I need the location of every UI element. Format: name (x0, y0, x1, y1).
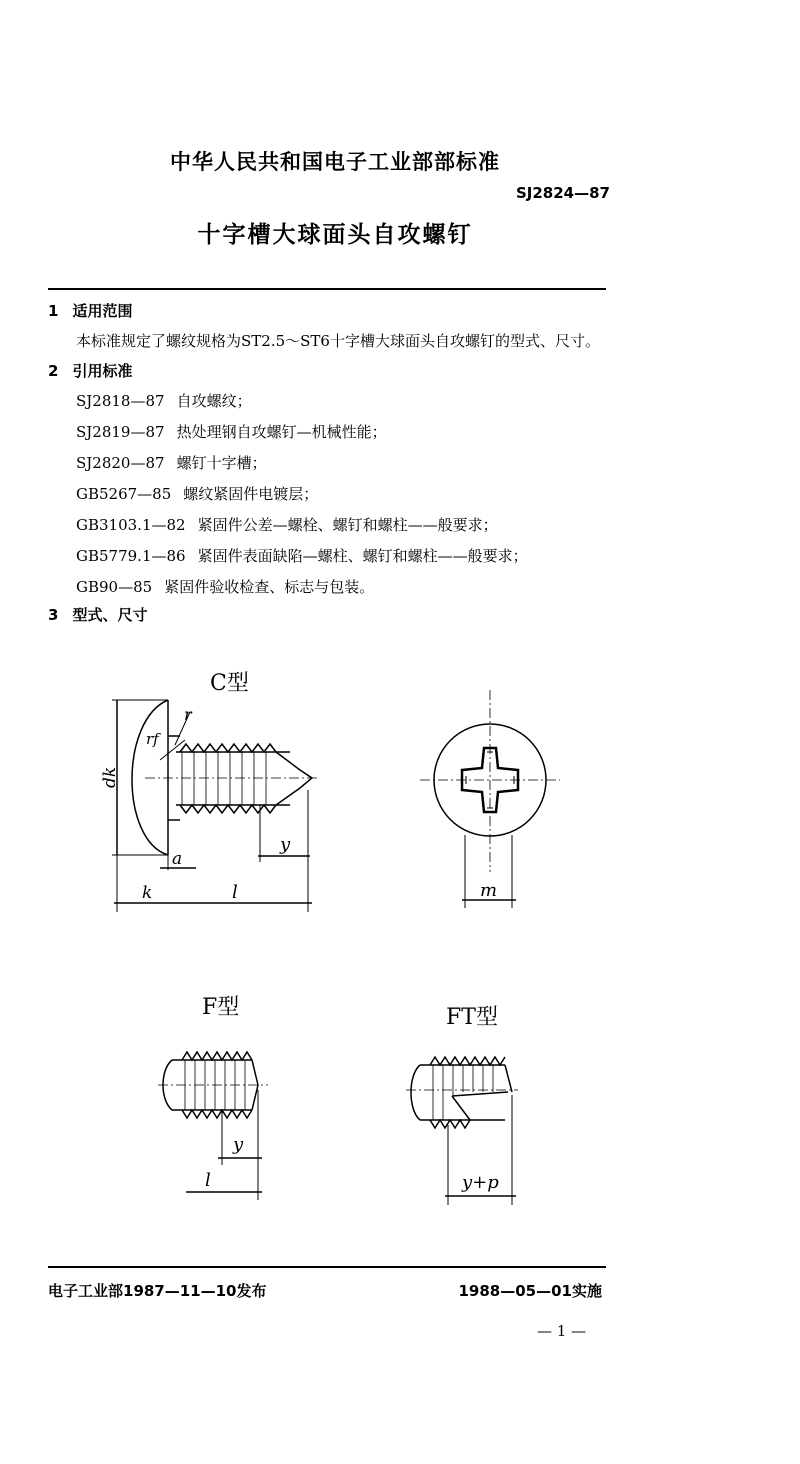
m-label: m (480, 880, 498, 901)
document-title: 十字槽大球面头自攻螺钉 (197, 222, 473, 248)
f-l-label: l (205, 1170, 211, 1191)
ft-type-label: FT型 (446, 1005, 498, 1030)
section-1-heading: 1 适用范围 (48, 302, 133, 320)
section-2-heading: 2 引用标准 (48, 362, 133, 380)
reference-item: SJ2818—87 自攻螺纹； (76, 392, 252, 410)
ft-type-view (406, 1005, 518, 1205)
k-label: k (142, 883, 153, 903)
f-type-view (158, 995, 268, 1200)
yp-label: y+p (462, 1172, 499, 1193)
standard-number: SJ2824—87 (515, 184, 610, 202)
effective-date: 1988—05—01实施 (458, 1282, 602, 1300)
reference-item: SJ2820—87 螺钉十字槽； (76, 454, 267, 472)
a-label: a (172, 849, 183, 869)
c-type-label: C型 (210, 671, 249, 696)
c-type-side-view (100, 671, 318, 912)
r-label: r (184, 705, 192, 724)
standard-org-header: 中华人民共和国电子工业部部标准 (170, 150, 500, 174)
page-number: — 1 — (537, 1322, 587, 1340)
c-type-head-end-view (420, 690, 560, 908)
reference-item: SJ2819—87 热处理钢自攻螺钉—机械性能； (76, 423, 387, 441)
f-y-label: y (233, 1134, 244, 1155)
reference-item: GB5267—85 螺纹紧固件电镀层； (76, 485, 319, 503)
issue-date: 电子工业部1987—11—10发布 (48, 1282, 267, 1300)
rf-label: rf (146, 730, 159, 748)
section-3-heading: 3 型式、尺寸 (48, 606, 148, 624)
reference-item: GB5779.1—86 紧固件表面缺陷—螺柱、螺钉和螺柱——般要求； (76, 547, 528, 565)
l-label: l (232, 882, 238, 903)
section-1-text: 本标准规定了螺纹规格为ST2.5～ST6十字槽大球面头自攻螺钉的型式、尺寸。 (76, 332, 600, 350)
reference-item: GB3103.1—82 紧固件公差—螺栓、螺钉和螺柱——般要求； (76, 516, 498, 534)
footer-rule (48, 1266, 606, 1268)
y-label: y (280, 834, 291, 855)
dk-label: dk (100, 766, 120, 788)
f-type-label: F型 (202, 995, 240, 1020)
reference-item: GB90—85 紧固件验收检查、标志与包装。 (76, 578, 375, 596)
